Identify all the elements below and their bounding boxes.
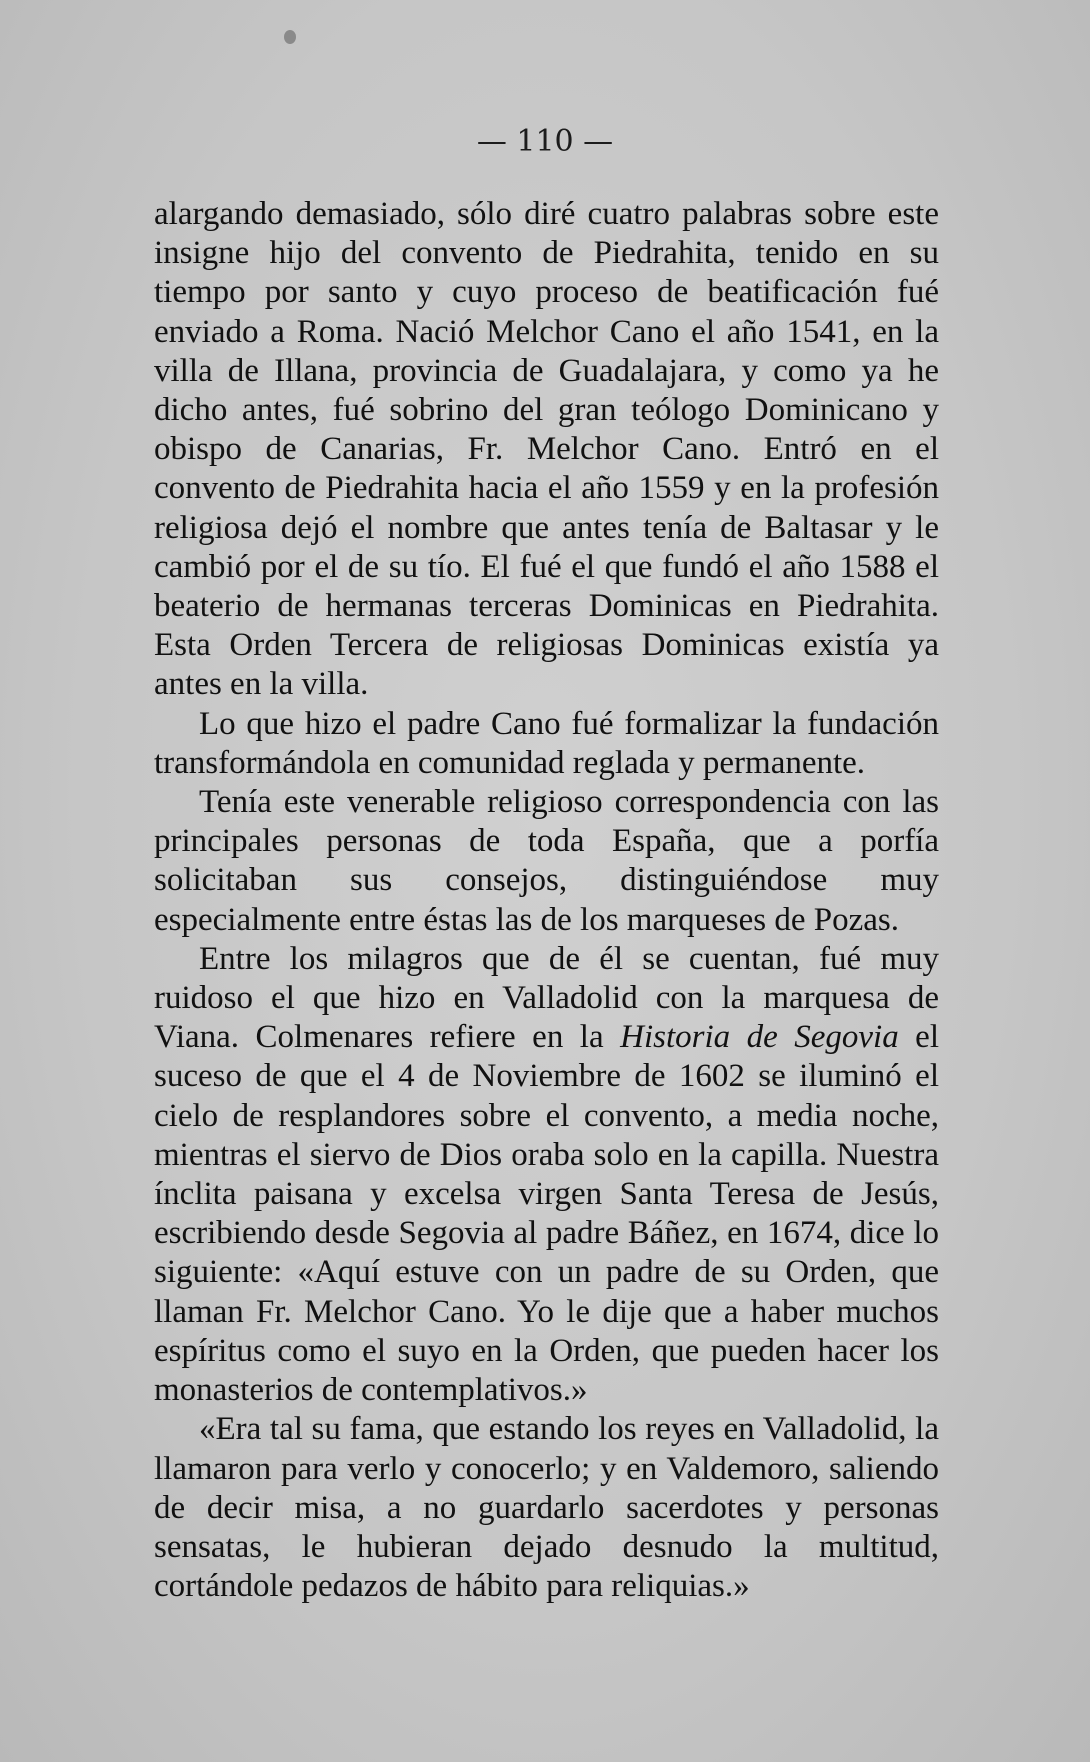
paragraph-4-text-b: el suceso de que el 4 de Noviembre de 1602 se iluminó el cielo de resplandores sobre el convento, a media noche, mientras el siervo de Dios oraba solo en la capilla. Nuestra ínclita paisana y excelsa virgen Santa Teresa de Jesús, escribiendo desde Segovia al padre Báñez, en 1674, dice lo siguiente: «Aquí estuve con un padre de su Orden, que llaman Fr. Melchor Cano. Yo le dije que a haber muchos espíritus como el suyo en la Orden, que pueden hacer los monasterios de contemplativos.» — [154, 1019, 939, 1409]
paragraph-5 — [154, 1410, 939, 1606]
paragraph-2-text: Lo que hizo el padre Cano fué formalizar la fundación transformándola en comunidad reglada y permanente. — [154, 705, 939, 781]
paragraph-5-text: «Era tal su fama, que estando los reyes en Valladolid, la llamaron para verlo y conocerlo; y en Valdemoro, saliendo de decir misa, a no guardarlo sacerdotes y personas sensatas, le hubieran dejado desnudo la multitud, cortándole pedazos de hábito para reliquias.» — [154, 1411, 939, 1605]
book-title-historia-de-segovia: Historia de Segovia — [620, 1019, 899, 1056]
page-number: — 110 — — [476, 124, 614, 159]
ink-speck — [284, 30, 296, 44]
paragraph-1-text: alargando demasiado, sólo diré cuatro palabras sobre este insigne hijo del convento de Piedrahita, tenido en su tiempo por santo y cuyo proceso de beatificación fué enviado a Roma. Nació Melchor Cano el año 1541, en la villa de Illana, provincia de Guadalajara, y como ya he dicho antes, fué sobrino del gran teólogo Dominicano y obispo de Canarias, Fr. Melchor Cano. Entró en el convento de Piedrahita hacia el año 1559 y en la profesión religiosa dejó el nombre que antes tenía de Baltasar y le cambió por el de su tío. El fué el que fundó el año 1588 el beaterio de hermanas terceras Dominicas en Piedrahita. Esta Orden Tercera de religiosas Dominicas existía ya antes en la villa. — [154, 196, 939, 703]
paragraph-4-text-a: Entre los milagros que de él se cuentan, fué muy ruidoso el que hizo en Valladolid con la marquesa de Viana. Colmenares refiere en la — [154, 940, 939, 1056]
paragraph-3 — [154, 783, 939, 940]
paragraph-2 — [154, 705, 939, 783]
paragraph-4 — [154, 940, 939, 1410]
paragraph-1 — [154, 195, 939, 705]
body-text — [154, 195, 939, 1606]
paragraph-3-text: Tenía este venerable religioso correspondencia con las principales personas de toda España, que a porfía solicitaban sus consejos, distinguiéndose muy especialmente entre éstas las de los marqueses de Pozas. — [154, 784, 939, 938]
